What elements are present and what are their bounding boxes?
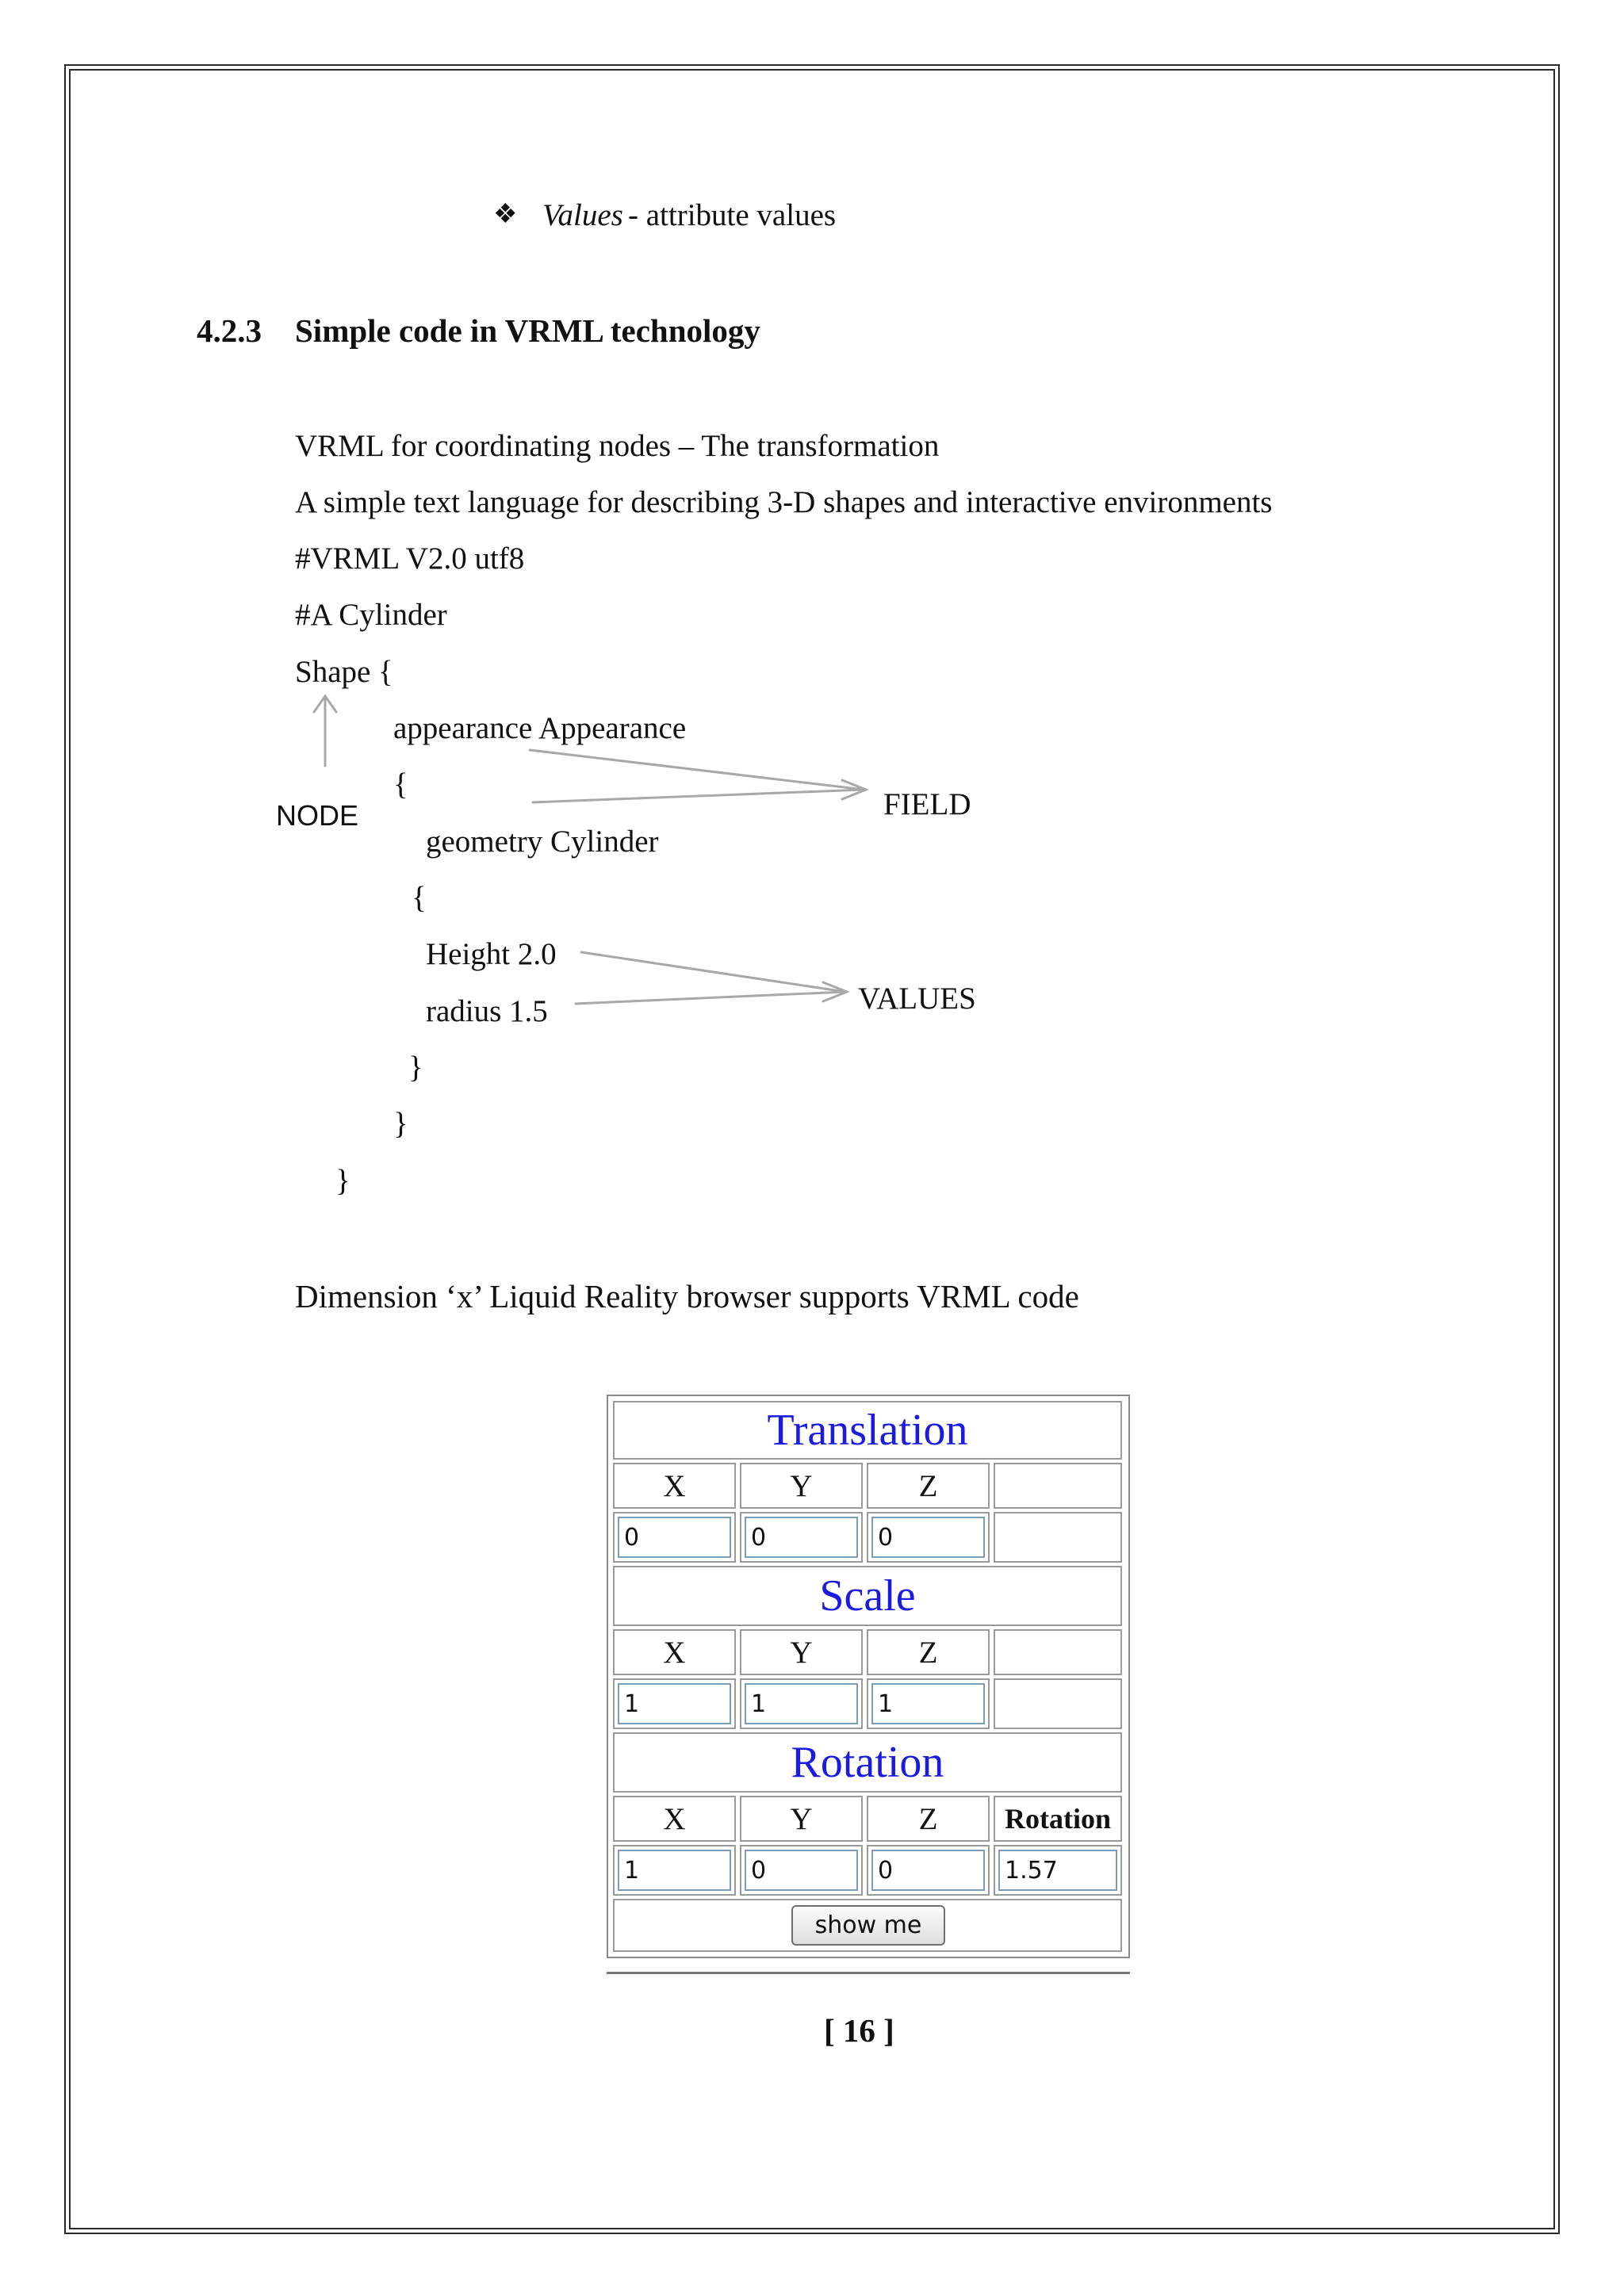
translation-y-input[interactable]: [745, 1517, 858, 1558]
rotation-z-input[interactable]: [871, 1850, 985, 1891]
node-label: NODE: [276, 799, 359, 832]
code-line: #A Cylinder: [295, 598, 447, 632]
code-line: }: [408, 1050, 423, 1085]
translation-x-header: X: [613, 1463, 736, 1509]
rotation-y-input[interactable]: [745, 1850, 858, 1891]
bullet-description: - attribute values: [628, 198, 837, 232]
scale-z-header: Z: [867, 1629, 990, 1675]
code-line: {: [412, 881, 427, 915]
field-arrow-lower: [533, 790, 864, 802]
code-line: {: [393, 767, 408, 802]
panel-divider: [607, 1972, 1130, 1974]
rotation-angle-header: Rotation: [994, 1796, 1122, 1842]
values-label: VALUES: [858, 982, 976, 1016]
bullet-term: Values: [542, 198, 623, 232]
scale-x-input[interactable]: [618, 1683, 731, 1724]
scale-x-header: X: [613, 1629, 736, 1675]
code-line: appearance Appearance: [393, 711, 687, 745]
rotation-x-header: X: [613, 1796, 736, 1842]
code-line: geometry Cylinder: [426, 825, 659, 859]
code-line: #VRML V2.0 utf8: [295, 541, 525, 576]
scale-title: Scale: [613, 1566, 1122, 1626]
translation-y-header: Y: [740, 1463, 863, 1509]
scale-y-header: Y: [740, 1629, 863, 1675]
intro-line: VRML for coordinating nodes – The transformation: [295, 429, 940, 463]
field-label: FIELD: [883, 787, 971, 821]
scale-z-input[interactable]: [871, 1683, 985, 1724]
translation-title: Translation: [613, 1401, 1122, 1460]
page-number: [ 16 ]: [824, 2012, 894, 2049]
scale-empty-header: [994, 1629, 1122, 1675]
translation-empty-cell: [994, 1512, 1122, 1563]
rotation-z-header: Z: [867, 1796, 990, 1842]
show-me-button[interactable]: show me: [791, 1905, 945, 1946]
translation-empty-header: [994, 1463, 1122, 1509]
code-line: }: [393, 1107, 408, 1141]
translation-x-input[interactable]: [618, 1517, 731, 1558]
scale-y-input[interactable]: [745, 1683, 858, 1724]
code-line: }: [335, 1164, 350, 1198]
code-line: Shape {: [295, 655, 393, 689]
intro-line: A simple text language for describing 3-D shapes and interactive environments: [295, 485, 1273, 519]
section-title: Simple code in VRML technology: [295, 312, 760, 349]
rotation-x-input[interactable]: [618, 1850, 731, 1891]
values-arrow-upper: [581, 952, 845, 992]
scale-empty-cell: [994, 1678, 1122, 1729]
bullet-diamond-icon: ❖: [493, 200, 518, 229]
field-arrow-upper: [530, 750, 864, 790]
figure-caption: Dimension ‘x’ Liquid Reality browser supports VRML code: [295, 1278, 1079, 1314]
translation-z-header: Z: [867, 1463, 990, 1509]
section-number: 4.2.3: [197, 312, 262, 349]
rotation-y-header: Y: [740, 1796, 863, 1842]
values-arrow-lower: [576, 992, 845, 1004]
rotation-angle-input[interactable]: [998, 1850, 1117, 1891]
rotation-title: Rotation: [613, 1732, 1122, 1793]
code-line: radius 1.5: [426, 994, 548, 1028]
translation-z-input[interactable]: [871, 1517, 985, 1558]
code-line: Height 2.0: [426, 937, 557, 971]
